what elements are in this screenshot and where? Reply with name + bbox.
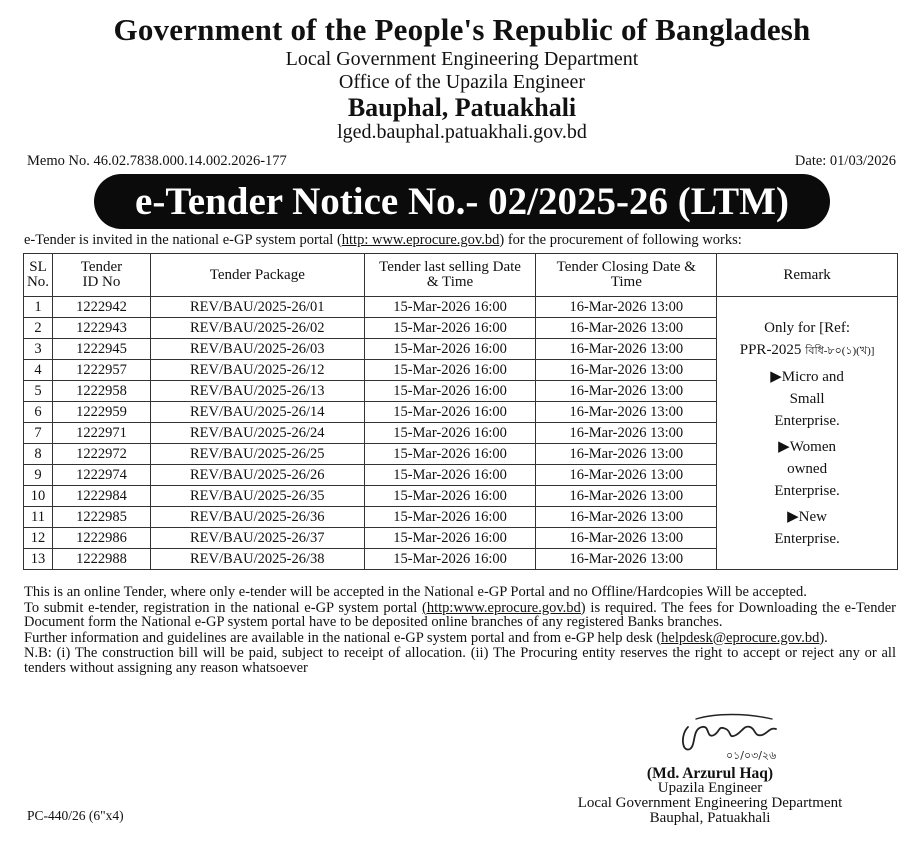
note-helpdesk: Further information and guidelines are available in the national e-GP system portal and from e-GP help desk (helpdesk@eprocure.gov.bd). [24,629,828,646]
cell-package: REV/BAU/2025-26/03 [150,339,364,360]
remark-item: Small [789,390,825,407]
cell-package: REV/BAU/2025-26/13 [150,381,364,402]
cell-tender-id: 1222984 [52,486,150,507]
cell-selling-date: 15-Mar-2026 16:00 [364,444,536,465]
cell-closing-date: 16-Mar-2026 13:00 [536,360,717,381]
cell-tender-id: 1222958 [52,381,150,402]
table-row [24,297,898,318]
col-package: Tender Package [150,254,364,297]
cell-sl: 12 [24,528,53,549]
cell-sl: 11 [24,507,53,528]
cell-closing-date: 16-Mar-2026 13:00 [536,297,717,318]
cell-sl: 6 [24,402,53,423]
cell-tender-id: 1222942 [52,297,150,318]
cell-package: REV/BAU/2025-26/02 [150,318,364,339]
cell-closing-date: 16-Mar-2026 13:00 [536,528,717,549]
cell-closing-date: 16-Mar-2026 13:00 [536,444,717,465]
office-name: Office of the Upazila Engineer [338,71,586,93]
remark-item: Enterprise. [774,412,840,429]
handwritten-signature [676,705,786,765]
cell-sl: 7 [24,423,53,444]
cell-package: REV/BAU/2025-26/12 [150,360,364,381]
intro-before: e-Tender is invited in the national e-GP system portal ( [24,232,342,248]
cell-selling-date: 15-Mar-2026 16:00 [364,318,536,339]
signature-date: ০১/০৩/২৬ [726,749,777,762]
cell-selling-date: 15-Mar-2026 16:00 [364,549,536,570]
col-remark: Remark [717,254,898,297]
office-location: Bauphal, Patuakhali [347,93,577,122]
signatory-department: Local Government Engineering Department [577,795,843,811]
cell-sl: 8 [24,444,53,465]
cell-closing-date: 16-Mar-2026 13:00 [536,549,717,570]
cell-sl: 9 [24,465,53,486]
cell-closing-date: 16-Mar-2026 13:00 [536,339,717,360]
remark-cell [717,297,898,570]
cell-tender-id: 1222943 [52,318,150,339]
intro-text [24,232,742,249]
remark-ref-line1: Only for [Ref: [764,319,850,336]
cell-selling-date: 15-Mar-2026 16:00 [364,297,536,318]
cell-selling-date: 15-Mar-2026 16:00 [364,360,536,381]
cell-sl: 2 [24,318,53,339]
office-website: lged.bauphal.patuakhali.gov.bd [337,121,587,143]
cell-tender-id: 1222971 [52,423,150,444]
remark-item: ▶New [787,508,827,525]
remark-item: Enterprise. [774,530,840,547]
col-closing-date: Tender Closing Date & Time [536,254,717,297]
department-name: Local Government Engineering Department [285,48,639,70]
government-title: Government of the People's Republic of Bangladesh [113,12,811,47]
cell-tender-id: 1222959 [52,402,150,423]
tender-table-body [24,297,898,570]
col-tender-id: Tender ID No [52,254,150,297]
cell-package: REV/BAU/2025-26/36 [150,507,364,528]
cell-sl: 10 [24,486,53,507]
print-code: PC-440/26 (6"x4) [27,808,124,823]
terms-notes [24,585,896,676]
helpdesk-email-link[interactable]: (helpdesk@eprocure.gov.bd) [656,629,825,646]
eprocure-link-2[interactable]: (http:www.eprocure.gov.bd) [422,599,586,616]
cell-closing-date: 16-Mar-2026 13:00 [536,465,717,486]
cell-package: REV/BAU/2025-26/26 [150,465,364,486]
note-online-tender: This is an online Tender, where only e-tender will be accepted in the National e-GP Portal and no Offline/Hardcopies Will be accepted. [24,584,807,600]
cell-selling-date: 15-Mar-2026 16:00 [364,402,536,423]
signatory-name: (Md. Arzurul Haq) [646,765,774,782]
cell-package: REV/BAU/2025-26/25 [150,444,364,465]
cell-sl: 4 [24,360,53,381]
signatory-title: Upazila Engineer [657,780,763,796]
cell-selling-date: 15-Mar-2026 16:00 [364,381,536,402]
cell-sl: 5 [24,381,53,402]
cell-package: REV/BAU/2025-26/14 [150,402,364,423]
memo-number: Memo No. 46.02.7838.000.14.002.2026-177 [27,153,287,169]
cell-closing-date: 16-Mar-2026 13:00 [536,486,717,507]
cell-package: REV/BAU/2025-26/01 [150,297,364,318]
cell-sl: 3 [24,339,53,360]
cell-tender-id: 1222986 [52,528,150,549]
cell-tender-id: 1222988 [52,549,150,570]
remark-ref-bangla: বিধি-৮০(১)(খ)] [805,344,875,357]
remark-item: Enterprise. [774,482,840,499]
cell-selling-date: 15-Mar-2026 16:00 [364,339,536,360]
remark-item: ▶Women [778,438,836,455]
note-registration: To submit e-tender, registration in the national e-GP system portal (http:www.eprocure.gov.bd) is required. The fees for Downloading the e-Tender Document form the National e-GP system portal have to be deposited online branches of any registered Banks branches. [24,599,896,630]
note-nb: N.B: (i) The construction bill will be paid, subject to receipt of allocation. (ii) The Procuring entity reserves the right to accept or reject any or all tenders without assigning any reason whatsoever [24,645,896,676]
cell-package: REV/BAU/2025-26/35 [150,486,364,507]
cell-package: REV/BAU/2025-26/24 [150,423,364,444]
cell-closing-date: 16-Mar-2026 13:00 [536,381,717,402]
cell-closing-date: 16-Mar-2026 13:00 [536,507,717,528]
cell-selling-date: 15-Mar-2026 16:00 [364,507,536,528]
signatory-place: Bauphal, Patuakhali [649,810,771,826]
intro-after: ) for the procurement of following works: [499,232,742,248]
cell-package: REV/BAU/2025-26/37 [150,528,364,549]
cell-package: REV/BAU/2025-26/38 [150,549,364,570]
remark-item: ▶Micro and [770,368,844,385]
cell-selling-date: 15-Mar-2026 16:00 [364,528,536,549]
cell-closing-date: 16-Mar-2026 13:00 [536,402,717,423]
cell-selling-date: 15-Mar-2026 16:00 [364,465,536,486]
signatory-block [560,766,860,826]
cell-tender-id: 1222957 [52,360,150,381]
remark-item: owned [787,460,828,477]
remark-ref-line2: PPR-2025 বিধি-৮০(১)(খ)] [739,341,875,358]
cell-tender-id: 1222974 [52,465,150,486]
notice-date: Date: 01/03/2026 [794,153,896,169]
col-selling-date: Tender last selling Date & Time [364,254,536,297]
cell-tender-id: 1222972 [52,444,150,465]
cell-sl: 1 [24,297,53,318]
cell-tender-id: 1222945 [52,339,150,360]
cell-sl: 13 [24,549,53,570]
eprocure-link[interactable]: http: www.eprocure.gov.bd [341,232,500,248]
notice-banner: e-Tender Notice No.- 02/2025-26 (LTM) [94,174,830,229]
col-sl: SL No. [24,254,53,297]
cell-selling-date: 15-Mar-2026 16:00 [364,423,536,444]
table-header-row [24,254,898,297]
cell-closing-date: 16-Mar-2026 13:00 [536,318,717,339]
tender-table [23,253,898,570]
cell-selling-date: 15-Mar-2026 16:00 [364,486,536,507]
cell-tender-id: 1222985 [52,507,150,528]
cell-closing-date: 16-Mar-2026 13:00 [536,423,717,444]
